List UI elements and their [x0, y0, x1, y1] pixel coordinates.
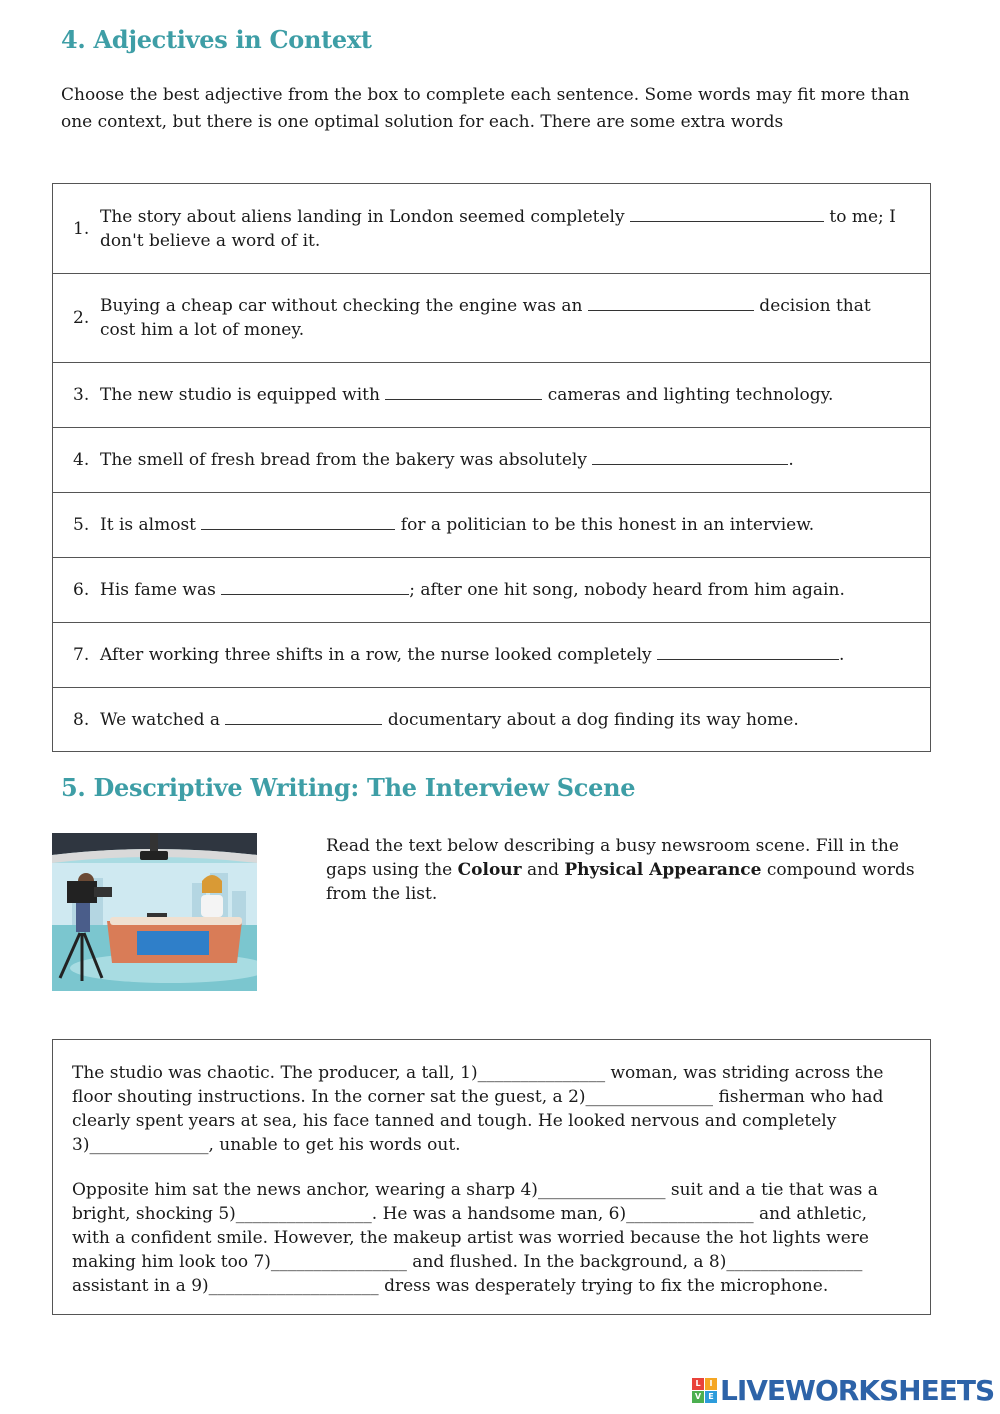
item-number: 8. — [73, 709, 90, 730]
table-row — [53, 427, 930, 492]
answer-blank[interactable] — [385, 385, 542, 400]
sentence-text: Buying a cheap car without checking the engine was an decision that cost him a lot of money. — [100, 296, 871, 340]
table-row — [53, 492, 930, 557]
table-row — [53, 184, 930, 273]
item-number: 3. — [73, 385, 90, 405]
sentence-text: The story about aliens landing in London seemed completely to me; I don't believe a word of it. — [100, 206, 896, 251]
table-row — [53, 687, 930, 751]
sentence-text: His fame was ; after one hit song, nobody heard from him again. — [100, 580, 845, 600]
table-row — [53, 557, 930, 622]
item-number: 4. — [73, 450, 90, 470]
item-number: 1. — [73, 218, 90, 239]
sentence-text: After working three shifts in a row, the nurse looked completely . — [100, 645, 845, 665]
logo-mark-icon: L I V E — [692, 1378, 717, 1403]
section-4-instructions: Choose the best adjective from the box to complete each sentence. Some words may fit more than one context, but there is one optimal solution for each. There are some extra words — [61, 85, 910, 132]
sentence-text: It is almost for a politician to be this honest in an interview. — [100, 515, 815, 535]
sentence-text: The new studio is equipped with cameras and lighting technology. — [100, 385, 834, 405]
answer-blank[interactable] — [592, 450, 788, 465]
answer-blank[interactable] — [225, 710, 382, 725]
answer-blank[interactable] — [630, 207, 824, 222]
sentence-text: We watched a documentary about a dog finding its way home. — [100, 709, 799, 730]
story-text-box — [52, 1039, 931, 1315]
answer-blank[interactable] — [588, 296, 754, 311]
section-4-title: 4. Adjectives in Context — [61, 25, 372, 54]
brand-name: LIVEWORKSHEETS — [720, 1373, 995, 1407]
news-studio-illustration — [52, 833, 257, 991]
item-number: 6. — [73, 580, 90, 600]
story-paragraph-1: The studio was chaotic. The producer, a tall, 1)_______________ woman, was striding across the floor shouting instructions. In the corner sat the guest, a 2)_______________ fisherman who had clearly spent years at sea, his face tanned and tough. He looked nervous and completely 3)______________, unable to get his words out. — [72, 1063, 884, 1155]
liveworksheets-logo — [692, 1373, 994, 1407]
table-row — [53, 273, 930, 362]
section-5-instructions: Read the text below describing a busy newsroom scene. Fill in the gaps using the Colour and Physical Appearance compound words from the list. — [326, 836, 915, 904]
keyword-physical-appearance: Physical Appearance — [564, 860, 762, 880]
item-number: 2. — [73, 308, 90, 328]
answer-blank[interactable] — [221, 580, 409, 595]
story-paragraph-2: Opposite him sat the news anchor, wearing a sharp 4)_______________ suit and a tie that was a bright, shocking 5)________________. He was a handsome man, 6)_______________ and athletic, with a confident smile. However, the makeup artist was worried because the hot lights were making him look too 7)________________ and flushed. In the background, a 8)________________ assistant in a 9)____________________ dress was desperately trying to fix the microphone. — [72, 1180, 878, 1296]
table-row — [53, 362, 930, 427]
answer-blank[interactable] — [657, 645, 839, 660]
item-number: 7. — [73, 645, 90, 665]
item-number: 5. — [73, 515, 90, 535]
table-row — [53, 622, 930, 687]
section-5-title: 5. Descriptive Writing: The Interview Scene — [61, 773, 636, 802]
answer-blank[interactable] — [201, 515, 395, 530]
sentence-table — [52, 183, 931, 752]
keyword-colour: Colour — [457, 860, 522, 880]
sentence-text: The smell of fresh bread from the bakery was absolutely . — [100, 450, 794, 470]
